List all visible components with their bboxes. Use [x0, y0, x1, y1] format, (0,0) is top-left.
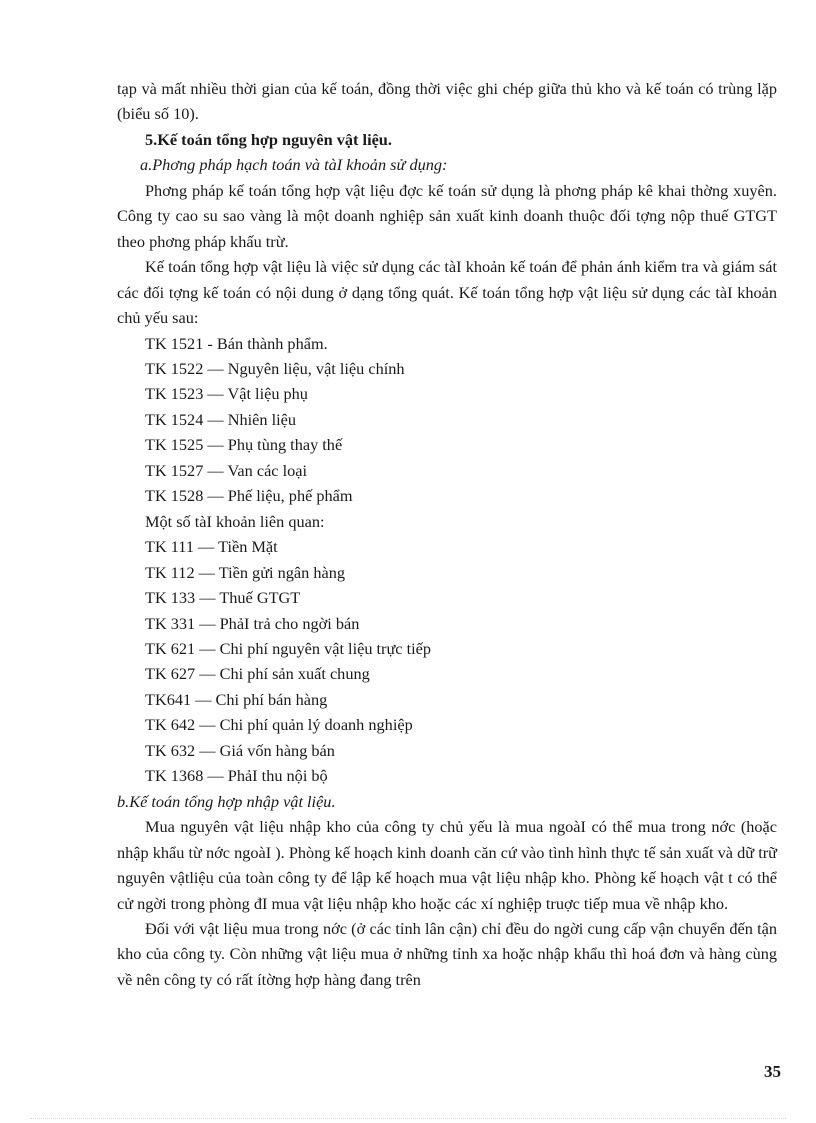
page-bottom-divider — [30, 1118, 786, 1119]
section-heading: 5.Kế toán tổng hợp nguyên vật liệu. — [145, 129, 392, 149]
list-item: TK 1521 - Bán thành phẩm. — [145, 333, 328, 353]
list-item: TK 1525 — Phụ tùng thay thế — [145, 435, 343, 455]
page-body — [117, 76, 777, 992]
list-item: TK 1368 — PhảI thu nội bộ — [145, 766, 328, 786]
list-item: TK 111 — Tiền Mặt — [145, 537, 278, 557]
subheading-import: b.Kế toán tổng hợp nhập vật liệu. — [117, 791, 336, 811]
list-item: TK 133 — Thuế GTGT — [145, 588, 301, 608]
page-number: 35 — [764, 1062, 781, 1081]
main-accounts-list — [117, 331, 777, 509]
list-item: TK 632 — Giá vốn hàng bán — [145, 740, 335, 760]
list-item: TK 1523 — Vật liệu phụ — [145, 384, 308, 404]
list-item: TK 112 — Tiền gửi ngân hàng — [145, 562, 345, 582]
list-item: TK 1527 — Van các loại — [145, 460, 308, 480]
list-item: TK 642 — Chi phí quản lý doanh nghiệp — [145, 715, 413, 735]
related-accounts-list — [117, 534, 777, 789]
list-item: TK 331 — PhảI trả cho ngời bán — [145, 613, 360, 633]
intro-paragraph: tạp và mất nhiều thời gian của kế toán, đồng thời việc ghi chép giữa thủ kho và kế toán có trùng lặp (biểu số 10). — [117, 79, 777, 124]
list-item: TK641 — Chi phí bán hàng — [145, 689, 328, 709]
domestic-paragraph: Đối với vật liệu mua trong nớc (ở các tỉnh lân cận) chỉ đều do ngời cung cấp vận chuyển đến tận kho của công ty. Còn những vật liệu mua ở những tỉnh xa hoặc nhập khẩu thì hoá đơn và hàng cùng về nên công ty có rất ítờng hợp hàng đang trên — [117, 918, 777, 989]
list-item: TK 621 — Chi phí nguyên vật liệu trực tiếp — [145, 638, 432, 658]
list-item: TK 1522 — Nguyên liệu, vật liệu chính — [145, 358, 405, 378]
subheading-method: a.Phơng pháp hạch toán và tàI khoản sử dụng: — [140, 155, 448, 175]
list-item: TK 627 — Chi phí sản xuất chung — [145, 664, 370, 684]
list-item: TK 1528 — Phế liệu, phế phẩm — [145, 486, 353, 506]
method-paragraph: Phơng pháp kế toán tổng hợp vật liệu đợc kế toán sử dụng là phơng pháp kê khai thờng xuyên. Công ty cao su sao vàng là một doanh nghiệp sản xuất kinh doanh thuộc đối tợng nộp thuế GTGT theo phơng pháp khấu trừ. — [117, 180, 777, 251]
list-item: TK 1524 — Nhiên liệu — [145, 409, 297, 429]
purchase-paragraph: Mua nguyên vật liệu nhập kho của công ty chủ yếu là mua ngoàI có thể mua trong nớc (hoặc nhập khẩu từ nớc ngoàI ). Phòng kế hoạch kinh doanh căn cứ vào tình hình thực tế sản xuất và dữ trữ nguyên vậtliệu của toàn công ty để lập kế hoạch mua vật liệu nhập kho. Phòng kế hoạch vật t có thể cử ngời trong phòng đI mua vật liệu nhập kho hoặc các xí nghiệp truợc tiếp mua về nhập kho. — [117, 817, 777, 913]
accounts-paragraph: Kế toán tổng hợp vật liệu là việc sử dụng các tàI khoản kế toán để phản ánh kiểm tra và giám sát các đối tợng kế toán có nội dung ở dạng tổng quát. Kế toán tổng hợp vật liệu sử dụng các tàI khoản chủ yếu sau: — [117, 257, 777, 328]
related-accounts-label: Một số tàI khoản liên quan: — [145, 511, 325, 531]
